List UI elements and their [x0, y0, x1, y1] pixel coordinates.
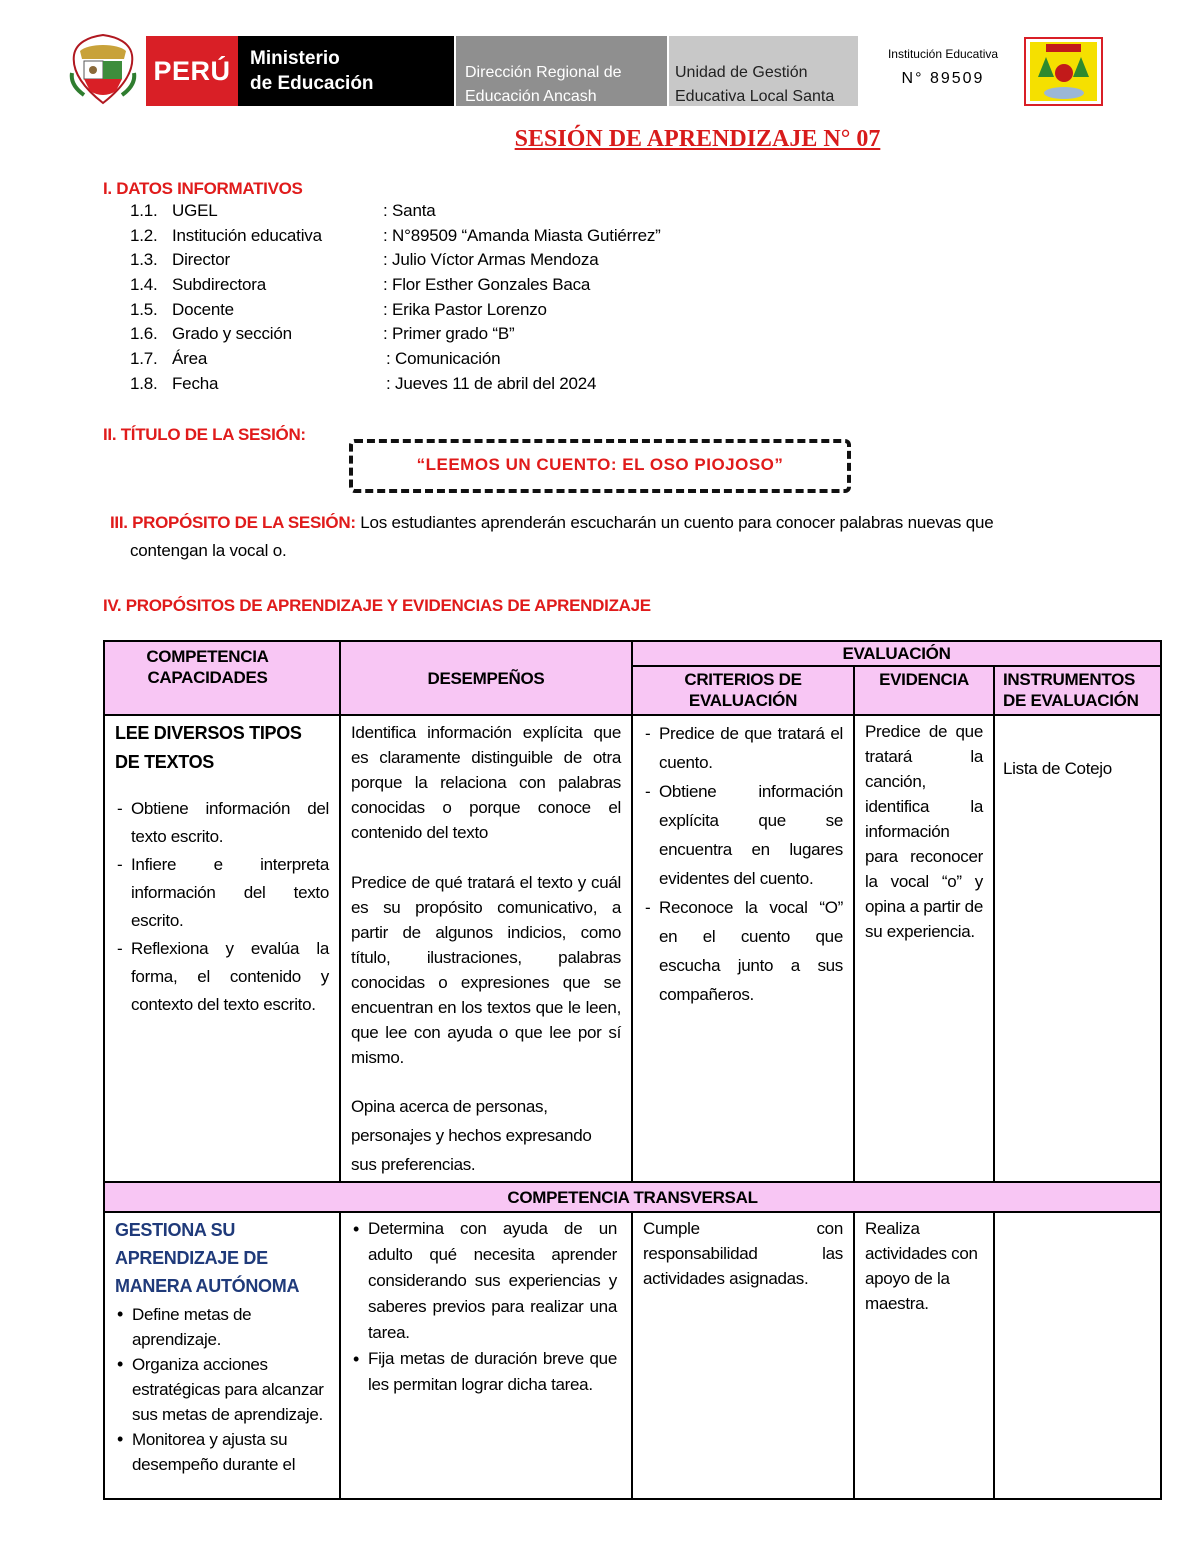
datos-row-value: : Julio Víctor Armas Mendoza [383, 250, 599, 270]
ministry-line-2: de Educación [250, 73, 374, 94]
proposito-paragraph [110, 509, 1070, 565]
transversal-header-row [104, 1182, 1161, 1212]
datos-row-label: Director [172, 250, 230, 270]
datos-row-value: : Santa [383, 201, 436, 220]
page-title: SESIÓN DE APRENDIZAJE N° 07 [514, 126, 881, 152]
desempeno-text: Opina acerca de personas, personajes y hechos expresando sus preferencias. [351, 1097, 592, 1174]
table-header-row [104, 641, 1161, 666]
criterio-cell: Cumple con responsabilidad las actividades asignadas. [632, 1212, 854, 1499]
list-item: - Obtiene información del texto escrito. [115, 795, 329, 851]
datos-row-label: Grado y sección [172, 324, 292, 344]
dre-banner [456, 36, 667, 106]
dre-line-1: Dirección Regional de [465, 64, 622, 81]
datos-row-label: Fecha [172, 373, 219, 393]
datos-row-value: : Flor Esther Gonzales Baca [383, 275, 591, 295]
header-criterios-line-2: EVALUACIÓN [688, 691, 798, 710]
desempeno-text: Identifica información explícita que es claramente distinguible de otra porque la relaciona con palabras conocidas o porque conoce el contenido del texto [351, 723, 621, 842]
ugel-line-1: Unidad de Gestión [675, 64, 808, 81]
desempeno-text: Predice de qué tratará el texto y cuál es su propósito comunicativo, a partir de algunos indicios, como título, ilustraciones, palabras conocidas o expresiones que se encuentran en los textos que le leen, que lee con ayuda o que lee por sí mismo. [351, 873, 621, 1067]
datos-row [0, 324, 900, 349]
desempenos-cell [340, 715, 632, 1182]
datos-row-number: 1.4. [130, 275, 158, 295]
header-competencia-label: COMPETENCIA [146, 647, 269, 666]
propositos-heading: IV. PROPÓSITOS DE APRENDIZAJE Y EVIDENCIAS DE APRENDIZAJE [103, 596, 651, 615]
institution-label: Institución Educativa [887, 47, 999, 61]
titulo-heading: II. TÍTULO DE LA SESIÓN: [103, 425, 306, 444]
datos-row-number: 1.2. [130, 225, 158, 245]
peru-coat-of-arms-icon [68, 33, 138, 107]
list-item: • Determina con ayuda de un adulto qué necesita aprender considerando sus experiencias y saberes previos para realizar una tarea. [351, 1216, 617, 1346]
competencia-title-line-1: LEE DIVERSOS TIPOS [115, 723, 302, 743]
institution-number: N° 89509 [901, 70, 985, 87]
datos-row-value: : Erika Pastor Lorenzo [383, 299, 547, 319]
proposito-text: Los estudiantes aprenderán escucharán un cuento para conocer palabras nuevas que [355, 513, 994, 532]
session-title: “LEEMOS UN CUENTO: EL OSO PIOJOSO” [416, 455, 784, 474]
competencia-cell [104, 1212, 340, 1499]
datos-row-label: Área [172, 349, 208, 369]
list-item: • Monitorea y ajusta su desempeño durante el [115, 1427, 329, 1477]
header-instrumentos-line-2: DE EVALUACIÓN [1003, 691, 1139, 710]
ugel-line-2: Educativa Local Santa [675, 88, 835, 105]
competencia-title [115, 1216, 329, 1300]
list-item: - Reflexiona y evalúa la forma, el contenido y contexto del texto escrito. [115, 935, 329, 1019]
proposito-heading: III. PROPÓSITO DE LA SESIÓN: [110, 513, 356, 532]
competencia-title-line-2: DE TEXTOS [115, 752, 214, 772]
header-instrumentos-line-1: INSTRUMENTOS [1003, 670, 1136, 689]
datos-row-label: Institución educativa [172, 225, 322, 245]
datos-row-label: Docente [172, 299, 234, 319]
header-desempenos: DESEMPEÑOS [340, 641, 632, 715]
datos-row-value: : Primer grado “B” [383, 324, 515, 344]
datos-row [0, 374, 900, 399]
capacidades-list [115, 795, 329, 1019]
competencia-title [115, 719, 329, 777]
list-item: • Organiza acciones estratégicas para alcanzar sus metas de aprendizaje. [115, 1352, 329, 1427]
datos-row-value: : Comunicación [386, 349, 501, 369]
datos-row-number: 1.5. [130, 299, 158, 319]
evidencia-cell: Realiza actividades con apoyo de la maestra. [854, 1212, 994, 1499]
criterios-list [643, 719, 843, 1009]
desempenos-list [351, 1216, 617, 1398]
header-criterios [632, 666, 854, 715]
proposito-line-2: contengan la vocal o. [130, 541, 287, 560]
ministry-banner [238, 36, 454, 106]
peru-banner: PERÚ [146, 36, 238, 106]
evidencia-cell: Predice de que tratará la canción, identifica la información para reconocer la vocal “o” y opina a partir de su experiencia. [854, 715, 994, 1182]
list-item: - Obtiene información explícita que se encuentra en lugares evidentes del cuento. [643, 777, 843, 893]
header-evaluacion: EVALUACIÓN [632, 641, 1161, 666]
proposito-line-1 [110, 509, 1070, 537]
ministry-line-1: Ministerio [250, 48, 340, 69]
dre-line-2: Educación Ancash [465, 88, 597, 105]
datos-row [0, 201, 900, 226]
desempenos-cell [340, 1212, 632, 1499]
datos-row-value: : Jueves 11 de abril del 2024 [386, 373, 597, 393]
school-logo-icon [1024, 37, 1103, 106]
instrumento-cell [994, 1212, 1161, 1499]
datos-row-number: 1.3. [130, 250, 158, 270]
datos-row [0, 300, 900, 325]
datos-row-number: 1.8. [130, 373, 158, 393]
competencia-cell [104, 715, 340, 1182]
list-item: • Fija metas de duración breve que les permitan lograr dicha tarea. [351, 1346, 617, 1398]
list-item: - Predice de que tratará el cuento. [643, 719, 843, 777]
datos-row-number: 1.1. [130, 201, 158, 220]
header-instrumentos [994, 666, 1161, 715]
list-item: - Reconoce la vocal “O” en el cuento que escucha junto a sus compañeros. [643, 893, 843, 1009]
ugel-banner [669, 36, 858, 106]
header-criterios-line-1: CRITERIOS DE [684, 670, 802, 689]
datos-row-label: UGEL [172, 201, 218, 220]
competencia-title-line-2: APRENDIZAJE DE [115, 1248, 268, 1268]
criterios-cell [632, 715, 854, 1182]
competencia-title-line-1: GESTIONA SU [115, 1220, 236, 1240]
datos-row-number: 1.7. [130, 349, 158, 369]
datos-heading: I. DATOS INFORMATIVOS [103, 179, 303, 198]
header-capacidades-label: CAPACIDADES [147, 668, 268, 687]
instrumento-cell: Lista de Cotejo [994, 715, 1161, 1182]
competencia-title-line-3: MANERA AUTÓNOMA [115, 1276, 300, 1296]
datos-row-number: 1.6. [130, 324, 158, 344]
transversal-heading: COMPETENCIA TRANSVERSAL [104, 1182, 1161, 1212]
list-item: • Define metas de aprendizaje. [115, 1302, 329, 1352]
datos-row-label: Subdirectora [172, 275, 266, 295]
table-row [104, 715, 1161, 1182]
header-evidencia: EVIDENCIA [854, 666, 994, 715]
table-row [104, 1212, 1161, 1499]
datos-row [0, 349, 900, 374]
datos-row-value: : N°89509 “Amanda Miasta Gutiérrez” [383, 225, 661, 245]
datos-row [0, 226, 900, 251]
datos-row [0, 275, 900, 300]
list-item: - Infiere e interpreta información del texto escrito. [115, 851, 329, 935]
capacidades-list [115, 1302, 329, 1477]
header-competencia [104, 641, 340, 715]
learning-table [103, 640, 1162, 1500]
datos-row [0, 250, 900, 275]
datos-list [0, 201, 900, 399]
